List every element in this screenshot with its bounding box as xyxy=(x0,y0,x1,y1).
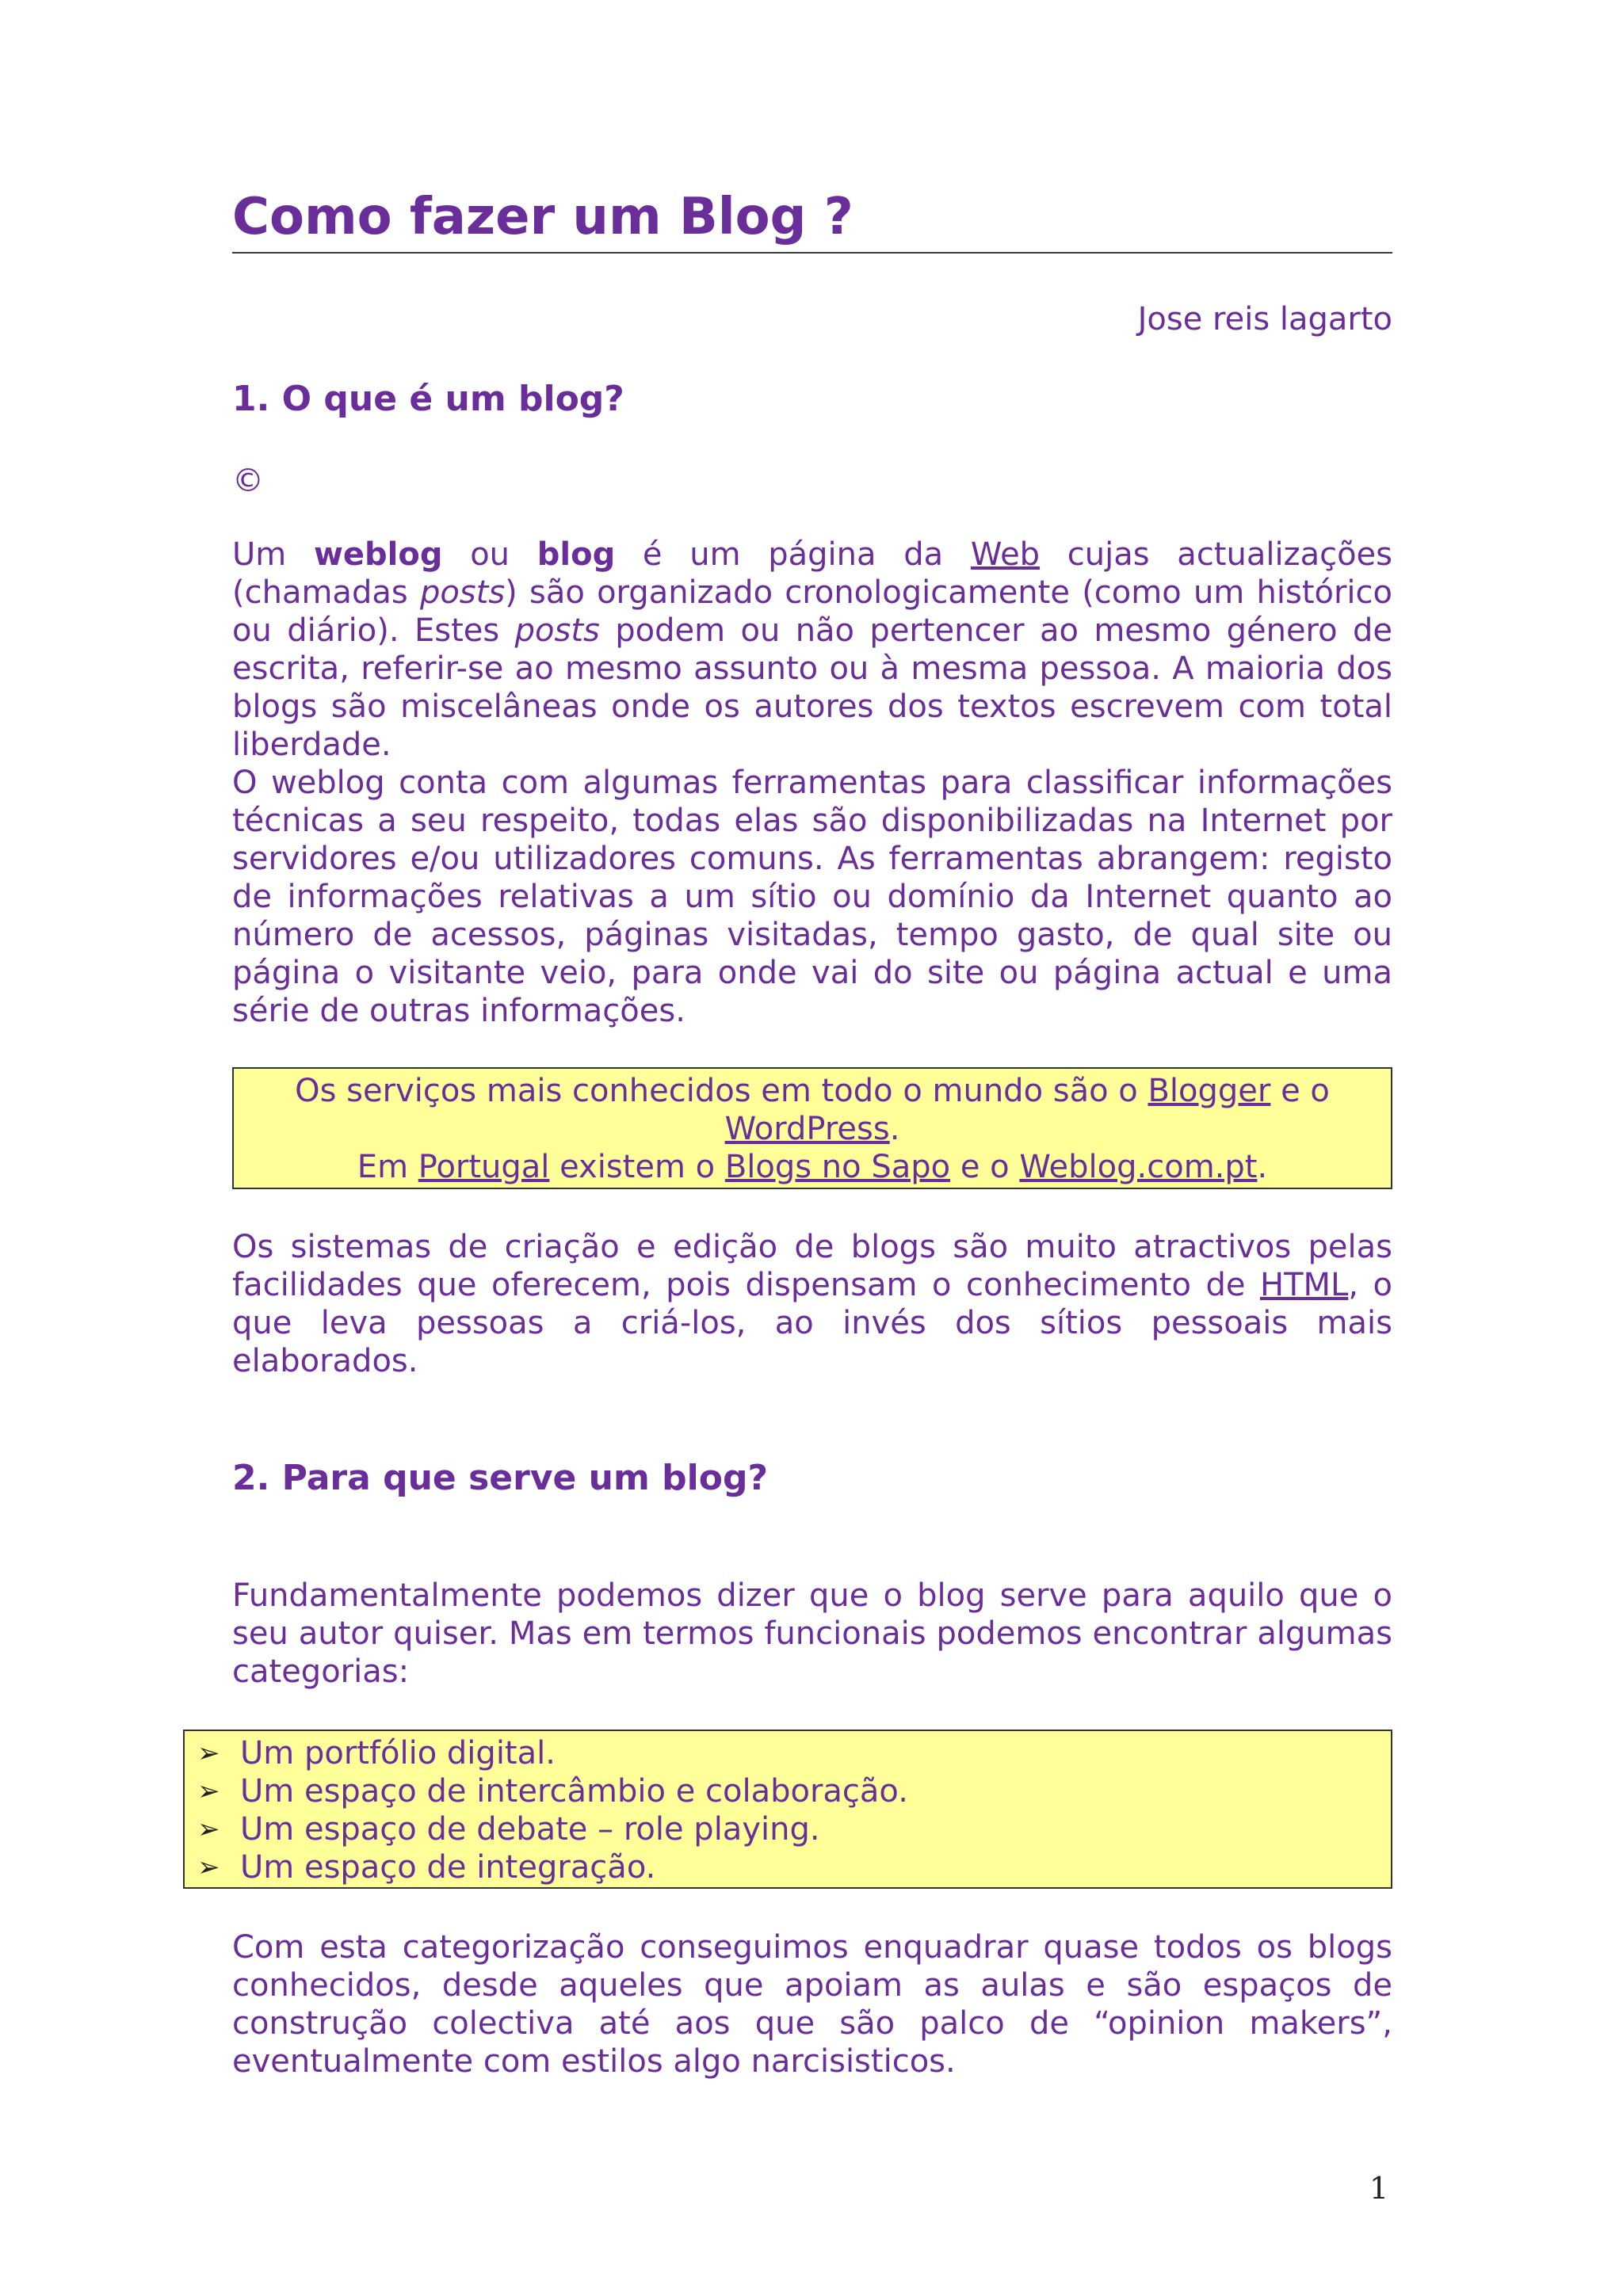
arrow-bullet-icon: ➢ xyxy=(197,1814,220,1845)
services-line-world: Os serviços mais conhecidos em todo o mundo são o Blogger e o WordPress. xyxy=(295,1073,1330,1147)
list-item: ➢ Um espaço de debate – role playing. xyxy=(197,1811,820,1848)
blogger-link[interactable]: Blogger xyxy=(1148,1073,1271,1109)
term-weblog: weblog xyxy=(313,536,443,573)
section-1-heading: 1. O que é um blog? xyxy=(232,379,624,419)
section-1-paragraph-1: Um weblog ou blog é um página da Web cujas actualizações (chamadas posts) são organizado cronologicamente (como um histórico ou diário). Estes posts podem ou não pertencer ao mesmo género de escrita, referir-se ao mesmo assunto ou à mesma pessoa. A maioria dos blogs são miscelâneas onde os autores dos textos escrevem com total liberdade. xyxy=(232,536,1392,763)
term-blog: blog xyxy=(537,536,616,573)
portugal-link[interactable]: Portugal xyxy=(418,1149,550,1185)
blogs-no-sapo-link[interactable]: Blogs no Sapo xyxy=(724,1149,951,1185)
categories-highlight-box xyxy=(183,1730,1392,1889)
list-item: ➢ Um espaço de integração. xyxy=(197,1849,656,1886)
page-title: Como fazer um Blog ? xyxy=(232,189,1392,254)
weblog-com-pt-link[interactable]: Weblog.com.pt xyxy=(1019,1149,1258,1185)
section-1-paragraph-2: O weblog conta com algumas ferramentas para classificar informações técnicas a seu respeito, todas elas são disponibilizadas na Internet por servidores e/ou utilizadores comuns. As ferramentas abrangem: registo de informações relativas a um sítio ou domínio da Internet quanto ao número de acessos, páginas visitadas, tempo gasto, de qual site ou página o visitante veio, para onde vai do site ou página actual e uma série de outras informações. xyxy=(232,765,1392,1029)
wordpress-link[interactable]: WordPress xyxy=(724,1111,890,1147)
section-1-paragraph-3: Os sistemas de criação e edição de blogs são muito atractivos pelas facilidades que oferecem, pois dispensam o conhecimento de HTML, o que leva pessoas a criá-los, ao invés dos sítios pessoais mais elaborados. xyxy=(232,1229,1393,1379)
services-line-portugal: Em Portugal existem o Blogs no Sapo e o Weblog.com.pt. xyxy=(357,1149,1268,1185)
copyright-symbol: © xyxy=(232,463,264,499)
section-2-heading: 2. Para que serve um blog? xyxy=(232,1458,768,1498)
list-item: ➢ Um espaço de intercâmbio e colaboração. xyxy=(197,1773,908,1810)
arrow-bullet-icon: ➢ xyxy=(197,1775,220,1807)
web-link[interactable]: Web xyxy=(970,536,1041,573)
section-2-paragraph-2: Com esta categorização conseguimos enquadrar quase todos os blogs conhecidos, desde aqueles que apoiam as aulas e são espaços de construção colectiva até aos que são palco de “opinion makers”, eventualmente com estilos algo narcisisticos. xyxy=(232,1929,1392,2080)
arrow-bullet-icon: ➢ xyxy=(197,1737,220,1769)
services-highlight-box xyxy=(232,1067,1392,1189)
section-2-paragraph-1: Fundamentalmente podemos dizer que o blog serve para aquilo que o seu autor quiser. Mas em termos funcionais podemos encontrar algumas categorias: xyxy=(232,1577,1392,1690)
list-item: ➢ Um portfólio digital. xyxy=(197,1735,556,1772)
arrow-bullet-icon: ➢ xyxy=(197,1852,220,1883)
page-number: 1 xyxy=(1369,2171,1389,2206)
html-link[interactable]: HTML xyxy=(1260,1267,1349,1303)
author-name: Jose reis lagarto xyxy=(1137,301,1392,338)
